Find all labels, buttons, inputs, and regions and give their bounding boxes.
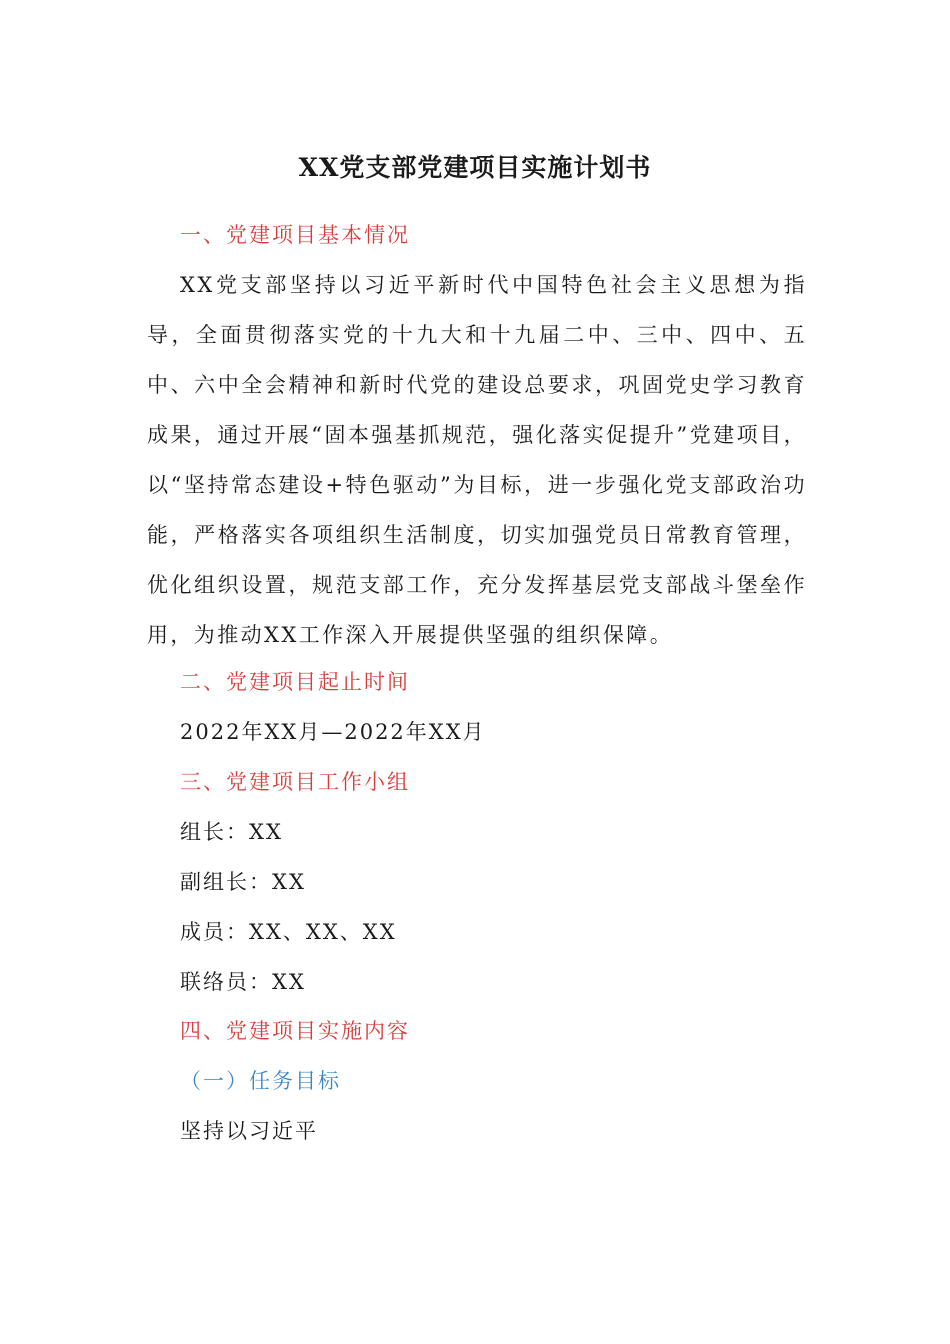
project-period: 2022年XX月—2022年XX月 xyxy=(180,720,486,744)
section-heading-content: 四、党建项目实施内容 xyxy=(180,1019,410,1043)
section-paragraph-basic-info: XX党支部坚持以习近平新时代中国特色社会主义思想为指导，全面贯彻落实党的十九大和十九届二中、三中、四中、五中、六中全会精神和新时代党的建设总要求，巩固党史学习教育成果，通过开展“固本强基抓规范，强化落实促提升”党建项目，以“坚持常态建设+特色驱动”为目标，进一步强化党支部政治功能，严格落实各项组织生活制度，切实加强党员日常教育管理，优化组织设置，规范支部工作，充分发挥基层党支部战斗堡垒作用，为推动XX工作深入开展提供坚强的组织保障。 xyxy=(147,273,807,647)
section-heading-work-group: 三、党建项目工作小组 xyxy=(180,770,410,794)
member-members: 成员：XX、XX、XX xyxy=(180,920,397,944)
document-title: XX党支部党建项目实施计划书 xyxy=(298,153,652,182)
section-heading-period: 二、党建项目起止时间 xyxy=(180,670,410,694)
member-liaison: 联络员：XX xyxy=(180,970,306,994)
member-deputy-leader: 副组长：XX xyxy=(180,870,306,894)
subsection-heading-goals: （一）任务目标 xyxy=(180,1069,341,1093)
member-leader: 组长：XX xyxy=(180,820,283,844)
section-heading-basic-info: 一、党建项目基本情况 xyxy=(180,223,410,247)
goals-text: 坚持以习近平 xyxy=(180,1119,318,1143)
